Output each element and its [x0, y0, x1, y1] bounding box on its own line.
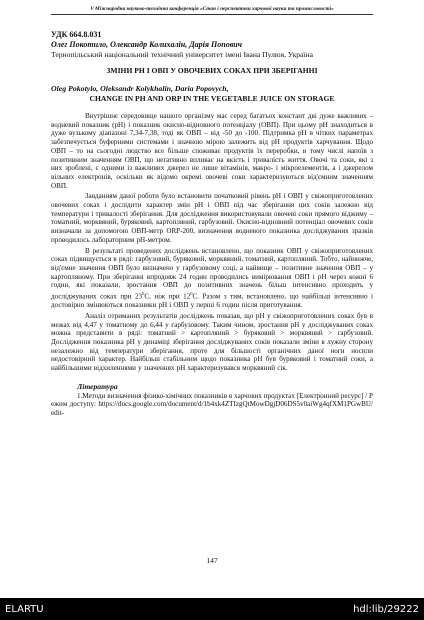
degree-superscript: 0 [142, 291, 145, 297]
running-header: V Міжнародна науково-технічна конференція «Стан і перспективи харчової науки та промисловості» [51, 6, 373, 15]
results-text-c: С. Разом з тим, встановлено, що найбільш інтенсивно і достовірно змінюються показники рН і ОВП у перші 6 годин після приготування. [51, 292, 374, 310]
article-title-ua: ЗМІНИ РН І ОВП У ОВОЧЕВИХ СОКАХ ПРИ ЗБЕРІГАННІ [106, 66, 318, 75]
paragraph-analysis: Аналіз отриманих результатів досліджень показав, що рН у свіжоприготовлених соках був в межах від 4,47 у томатному до 6,44 у гарбузовому. Таким чином, зростання рН у досліджуваних соках можна представити в ряді: томатний > картопляний > буряковий > морквяний > гарбузовий. Дослідження показника рН у динаміці зберігання досліджуваних соків показали зміни в лужну сторону незалежно від температури зберігання, проте для більшості органічних даної ноги носили недостовірний характер. Найбільш стабільним щодо показника рН був буряковий і томатний соки, а найбільшими відхиленнями у значеннях рН характеризувався морквяний сік. [51, 311, 373, 373]
paragraph-intro: Внутрішнє середовище нашого організму має серед багатьох констант дві дуже важливих – водневий показник (рН) і показник окисно-відновного потенціалу (ОВП). При цьому рН знаходиться в дуже вузькому діапазоні 7,34-7,38, тоді як ОВП – від -50 до -100. Підтримка рН в чітких параметрах забезпечується буферними системами і значною мірою залежить від рН продуктів харчування. Щодо ОВП – то на сьогодні людство все більше споживає продуктів їх переробки, в тому числі напоїв з позитивним значенням ОВП, що негативно впливає на якість і тривалість життя. Овочі та соки, які з них зроблені, є одними із важливих джерел не лише вітамінів, макро- і мікроелементів, а і джерелом вільних електронів, оскільки як відомо окремі овочеві соки характеризуються від'ємним значенням ОВП. [51, 112, 373, 190]
paragraph-task: Завданням даної роботи було встановити початковий рівень рН і ОВП у свіжоприготовлених овочевих соках і дослідити характер змін рН і ОВП під час зберігання цих соків залежно від температури і тривалості зберігання. Для дослідження використовували овочеві соки прямого віджиму – томатний, морквяний, буряковий, картопляний, гарбузовий. Окисно-відновний потенціал овочевих соків визначали за допомогою ОВП-метр ORP-200, визначення водневого показника досліджуваних зразків проводилось лабораторним рН-метром. [51, 192, 373, 244]
reference-item: 1.Методи визначення фізико-хімічних показників в харчових продуктах [Електронний ресурс] / Режим доступу: https://docs.google.com/document/d/1b4xk4ZTIzgQtMowDgjD06DS5v0aiWg4qfXM1PGwBU/edit- [51, 391, 373, 418]
article-body [51, 112, 373, 373]
affiliation: Тернопільський національний технічний університет імені Івана Пулюя, Україна [51, 50, 313, 59]
viewer-footer-bar [0, 598, 424, 620]
repository-label: ELARTU [5, 603, 44, 615]
handle-label: hdl:lib/29222 [353, 603, 419, 615]
results-text-a: В результаті проведених досліджень встановлено, що показник ОВП у свіжоприготовлених соках підвищується в ряді: гарбузовий, буряковий, морквяний, томатний, картопляний. Тобто, найнижче, від'ємне значення ОВП було визначено у гарбузовому соці, а найвище – позитивне значення ОВП – у картопляному. При зберіганні впродовж 24 годин проводились вимірювання ОВП і рН через кожні 6 годин, які показали, зростання ОВП до позитивних значень більш інтенсивно проходить у досліджуваних соках при 23 [51, 246, 373, 301]
page-number: 147 [206, 556, 218, 565]
authors-ua: Олег Покотило, Олександр Колихалін, Дарія Попович [51, 40, 242, 49]
article-title-en: CHANGE IN PH AND ORP IN THE VEGETABLE JUICE ON STORAGE [89, 94, 335, 103]
references-title: Література [77, 381, 118, 391]
udc-code: УДК 664.8.031 [51, 30, 102, 39]
authors-en: Oleg Pokotylo, Oleksandr Kolykhalin, Daria Popovych, [51, 84, 229, 93]
degree-superscript: 0 [190, 291, 193, 297]
results-text-b: С, ніж при 12 [144, 292, 191, 301]
paragraph-results [51, 247, 373, 310]
